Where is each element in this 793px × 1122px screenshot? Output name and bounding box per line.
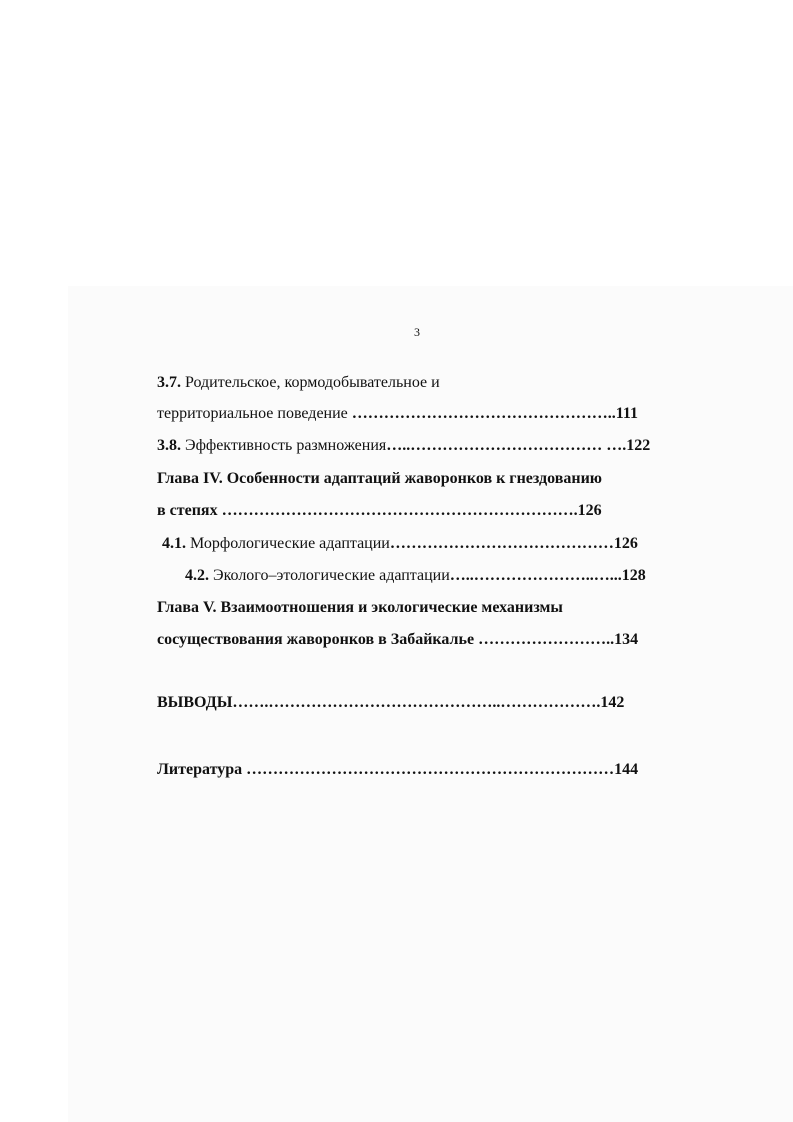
chapter-title-continued: сосуществования жаворонков в Забайкалье xyxy=(157,631,475,648)
chapter-title: Глава V. Взаимоотношения и экологические механизмы xyxy=(157,599,563,616)
toc-literature xyxy=(157,760,638,780)
section-number: 4.2. xyxy=(185,567,209,584)
toc-entry-3-8 xyxy=(157,436,650,456)
page-ref: 111 xyxy=(615,405,638,422)
toc-conclusions xyxy=(157,693,624,713)
page-ref: 126 xyxy=(577,502,602,519)
leader-dots: …..…………………..…... xyxy=(449,567,622,584)
toc-chapter-4-line1 xyxy=(157,469,602,489)
page-ref: 122 xyxy=(626,437,651,454)
section-title: Эффективность размножения xyxy=(181,437,387,454)
page-ref: 128 xyxy=(621,567,646,584)
toc-chapter-4-line2 xyxy=(157,501,602,521)
section-number: 4.1. xyxy=(162,535,186,552)
page-ref: 126 xyxy=(613,535,638,552)
section-title-continued: территориальное поведение xyxy=(157,405,348,422)
literature-title: Литература xyxy=(157,761,243,778)
leader-dots: …………………………………………………………… xyxy=(242,761,615,778)
conclusions-title: ВЫВОДЫ xyxy=(157,694,233,711)
leader-dots: …….……………………………………..………………. xyxy=(232,694,601,711)
page-number: 3 xyxy=(414,325,420,339)
page-ref: 142 xyxy=(600,694,625,711)
section-number: 3.7. xyxy=(157,374,181,391)
chapter-title: Глава IV. Особенности адаптаций жаворонков к гнездованию xyxy=(157,470,603,487)
toc-entry-3-7-line2 xyxy=(157,404,638,424)
leader-dots: …………………………………… xyxy=(389,535,614,552)
chapter-title-continued: в степях xyxy=(157,502,218,519)
toc-chapter-5-line1 xyxy=(157,598,563,618)
section-title: Морфологические адаптации xyxy=(186,535,390,552)
section-title: Эколого–этологические адаптации xyxy=(209,567,450,584)
section-title: Родительское, кормодобывательное и xyxy=(181,374,440,391)
toc-entry-4-2 xyxy=(185,566,646,586)
section-number: 3.8. xyxy=(157,437,181,454)
toc-chapter-5-line2 xyxy=(157,630,638,650)
leader-dots: …………………………………………………………. xyxy=(217,502,578,519)
toc-entry-3-7-line1 xyxy=(157,373,440,393)
leader-dots: …………………….. xyxy=(474,631,615,648)
page-ref: 134 xyxy=(614,631,639,648)
toc-entry-4-1 xyxy=(162,534,638,554)
leader-dots: ………………………………………….. xyxy=(347,405,616,422)
leader-dots: …..……………………………… …. xyxy=(386,437,627,454)
page-ref: 144 xyxy=(614,761,639,778)
